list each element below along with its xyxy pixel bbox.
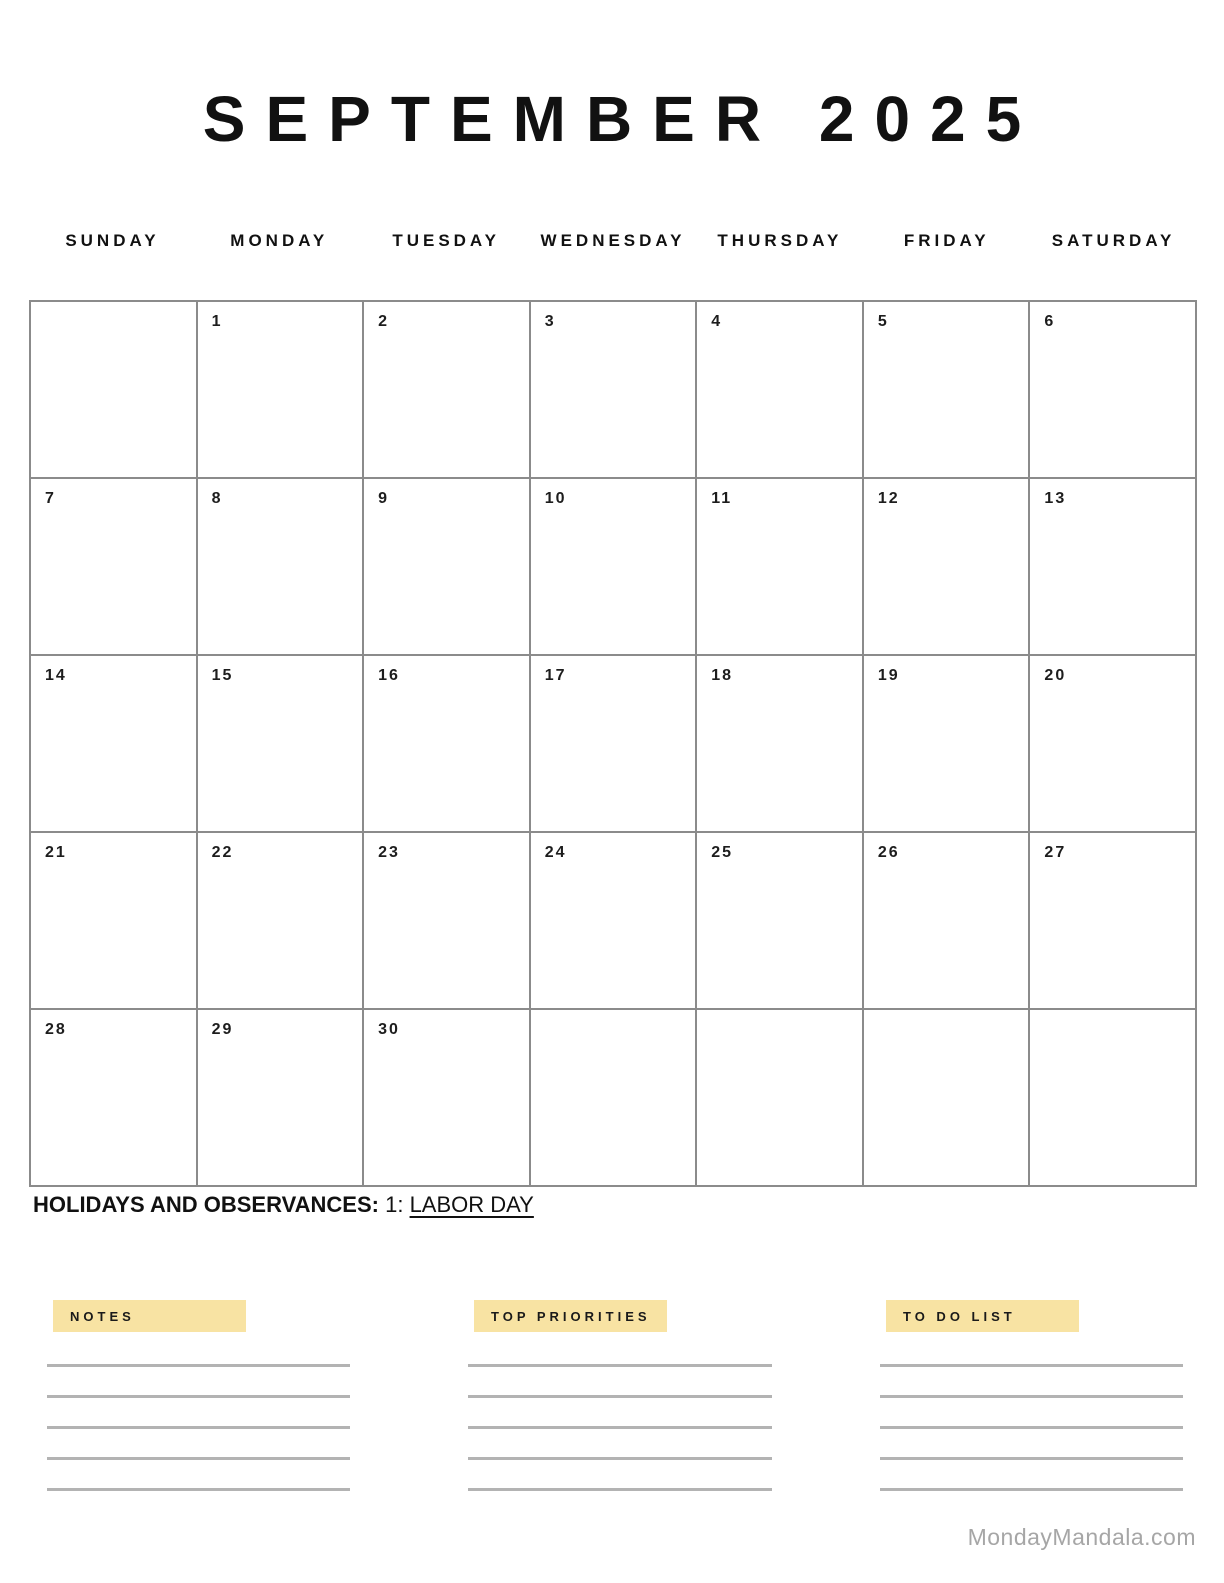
ruled-line [47, 1395, 350, 1398]
holiday-entry-number: 1: [385, 1192, 404, 1217]
calendar-cell-day-22 [197, 832, 364, 1009]
weekday-header-row [29, 231, 1197, 251]
calendar-cell-day-12 [863, 478, 1030, 655]
day-number: 13 [1044, 490, 1067, 507]
calendar-cell-day-14 [30, 655, 197, 832]
day-number: 25 [711, 844, 734, 861]
ruled-line [468, 1488, 772, 1491]
day-number: 9 [378, 490, 390, 507]
calendar-cell-day-5 [863, 301, 1030, 478]
day-number: 20 [1044, 667, 1067, 684]
ruled-line [880, 1457, 1183, 1460]
weekday-header-friday: FRIDAY [903, 231, 990, 250]
calendar-cell-day-10 [530, 478, 697, 655]
day-number: 15 [211, 667, 234, 684]
weekday-header-sunday: SUNDAY [65, 231, 160, 250]
calendar-cell-day-2 [363, 301, 530, 478]
calendar-cell-empty [530, 1009, 697, 1186]
calendar-cell-day-9 [363, 478, 530, 655]
calendar-cell-day-19 [863, 655, 1030, 832]
day-number: 22 [211, 844, 234, 861]
day-number: 1 [211, 313, 223, 330]
calendar-cell-day-16 [363, 655, 530, 832]
day-number: 4 [711, 313, 723, 330]
day-number: 5 [877, 313, 889, 330]
calendar-cell-day-26 [863, 832, 1030, 1009]
day-number: 23 [378, 844, 400, 861]
calendar-cell-day-29 [197, 1009, 364, 1186]
calendar-cell-day-20 [1029, 655, 1196, 832]
calendar-cell-day-28 [30, 1009, 197, 1186]
holidays-line [33, 1192, 534, 1218]
day-number: 8 [211, 490, 223, 507]
day-number: 24 [544, 844, 567, 861]
ruled-line [47, 1488, 350, 1491]
day-number: 10 [544, 490, 567, 507]
calendar-cell-day-8 [197, 478, 364, 655]
calendar-cell-day-18 [696, 655, 863, 832]
day-number: 19 [877, 667, 900, 684]
weekday-header-tuesday: TUESDAY [392, 231, 500, 250]
day-number: 17 [544, 667, 567, 684]
ruled-line [880, 1426, 1183, 1429]
calendar-cell-day-27 [1029, 832, 1196, 1009]
day-number: 12 [877, 490, 900, 507]
ruled-line [880, 1488, 1183, 1491]
ruled-line [880, 1364, 1183, 1367]
section-label: TO DO LIST [903, 1308, 1016, 1324]
ruled-line [47, 1364, 350, 1367]
calendar-cell-day-6 [1029, 301, 1196, 478]
day-number: 2 [378, 313, 390, 330]
day-number: 11 [711, 490, 733, 507]
website-credit: MondayMandala.com [967, 1524, 1196, 1550]
calendar-cell-day-7 [30, 478, 197, 655]
calendar-cell-day-17 [530, 655, 697, 832]
calendar-cell-day-21 [30, 832, 197, 1009]
section-header-top-priorities [474, 1300, 667, 1332]
calendar-cell-empty [863, 1009, 1030, 1186]
day-number: 27 [1044, 844, 1067, 861]
section-header-notes [53, 1300, 246, 1332]
holiday-entry [385, 1192, 534, 1217]
weekday-header-monday: MONDAY [230, 231, 329, 250]
calendar-cell-empty [1029, 1009, 1196, 1186]
day-number: 14 [45, 667, 67, 684]
ruled-line [468, 1395, 772, 1398]
calendar-cell-day-1 [197, 301, 364, 478]
day-number: 26 [877, 844, 900, 861]
day-number: 29 [211, 1021, 234, 1038]
ruled-line [468, 1426, 772, 1429]
holidays-label: HOLIDAYS AND OBSERVANCES: [33, 1192, 379, 1217]
section-top-priorities [468, 1300, 772, 1500]
weekday-header-saturday: SATURDAY [1051, 231, 1176, 250]
ruled-line [47, 1457, 350, 1460]
calendar-cell-day-23 [363, 832, 530, 1009]
calendar-cell-day-4 [696, 301, 863, 478]
ruled-line [880, 1395, 1183, 1398]
calendar-cell-day-13 [1029, 478, 1196, 655]
calendar-cell-day-24 [530, 832, 697, 1009]
weekday-header-wednesday: WEDNESDAY [540, 231, 686, 250]
holiday-entry-name: LABOR DAY [409, 1192, 534, 1217]
day-number: 16 [378, 667, 400, 684]
section-label: TOP PRIORITIES [491, 1308, 651, 1324]
section-notes [47, 1300, 350, 1500]
section-label: NOTES [70, 1308, 135, 1324]
day-number: 30 [378, 1021, 400, 1038]
calendar-cell-empty [696, 1009, 863, 1186]
ruled-line [47, 1426, 350, 1429]
day-number: 21 [45, 844, 67, 861]
calendar-cell-day-11 [696, 478, 863, 655]
calendar-cell-day-3 [530, 301, 697, 478]
day-number: 18 [711, 667, 734, 684]
day-number: 7 [45, 490, 56, 507]
day-number: 6 [1044, 313, 1056, 330]
calendar-cell-day-30 [363, 1009, 530, 1186]
section-to-do-list [880, 1300, 1183, 1500]
calendar-cell-empty [30, 301, 197, 478]
ruled-line [468, 1457, 772, 1460]
ruled-line [468, 1364, 772, 1367]
section-header-to-do-list [886, 1300, 1079, 1332]
calendar-cell-day-15 [197, 655, 364, 832]
day-number: 3 [544, 313, 556, 330]
calendar-grid [29, 300, 1197, 1187]
day-number: 28 [45, 1021, 67, 1038]
weekday-header-thursday: THURSDAY [717, 231, 843, 250]
calendar-cell-day-25 [696, 832, 863, 1009]
page-title: SEPTEMBER 2025 [202, 83, 1042, 155]
